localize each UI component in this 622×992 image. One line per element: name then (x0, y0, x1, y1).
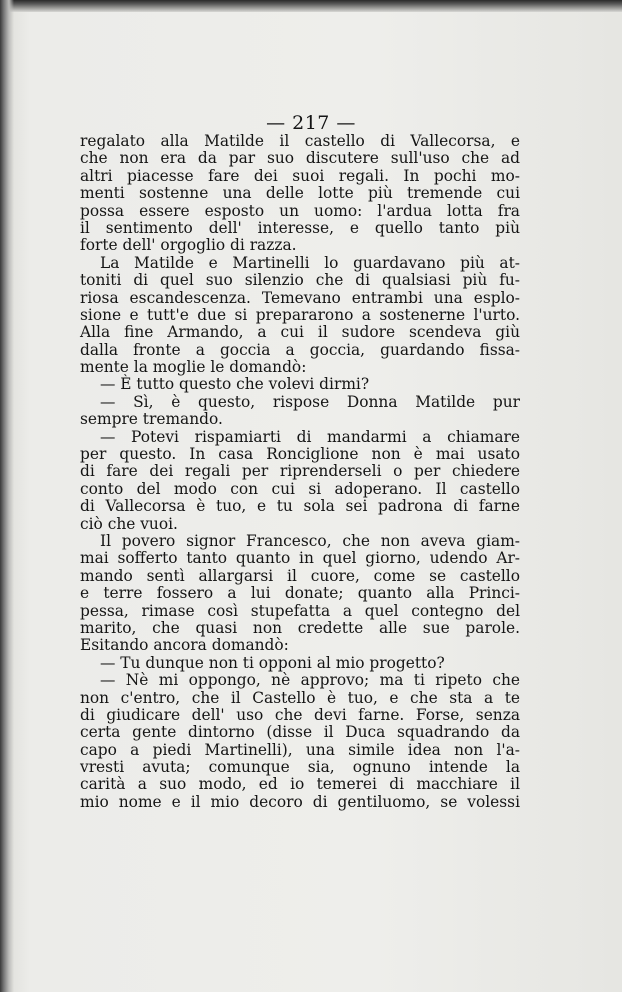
text-line: ciò che vuoi. (80, 514, 178, 533)
text-line: — Sì, è questo, rispose Donna Matilde pur (100, 392, 520, 411)
text-line: per questo. In casa Ronciglione non è mai usato (80, 445, 520, 464)
text-line: mente la moglie le domandò: (80, 358, 307, 377)
text-line: menti sostenne una delle lotte più tremende cui (80, 184, 520, 203)
text-line: capo a piedi Martinelli), una simile idea non l'a- (80, 740, 520, 759)
text-line: che non era da par suo discutere sull'uso che ad (80, 149, 520, 168)
text-line: conto del modo con cui si adoperano. Il castello (80, 479, 520, 498)
text-line: riosa escandescenza. Temevano entrambi una esplo- (80, 288, 520, 307)
text-line: Alla fine Armando, a cui il sudore scendeva giù (80, 323, 520, 342)
text-line: vresti avuta; comunque sia, ognuno intende la (80, 758, 520, 777)
text-line: marito, che quasi non credette alle sue parole. (80, 618, 520, 637)
text-line: toniti di quel suo silenzio che di qualsiasi più fu- (80, 271, 520, 290)
text-line: il sentimento dell' interesse, e quello tanto più (80, 218, 520, 237)
text-line: non c'entro, che il Castello è tuo, e che sta a te (80, 688, 520, 707)
text-line: sempre tremando. (80, 410, 223, 429)
text-line: e terre fossero a lui donate; quanto alla Princi- (80, 584, 520, 603)
page-binding-shadow (0, 0, 14, 992)
text-line: di fare dei regali per riprenderseli o per chiedere (80, 462, 520, 481)
text-line: altri piacesse fare dei suoi regali. In pochi mo- (80, 166, 520, 185)
text-line: certa gente dintorno (disse il Duca squadrando da (80, 723, 520, 742)
text-line: La Matilde e Martinelli lo guardavano più at- (100, 253, 520, 272)
text-line: — È tutto questo che volevi dirmi? (100, 375, 370, 394)
text-line: mio nome e il mio decoro di gentiluomo, se volessi (80, 792, 520, 811)
text-line: possa essere esposto un uomo: l'ardua lotta fra (80, 201, 520, 220)
text-line: mando sentì allargarsi il cuore, come se castello (80, 566, 520, 585)
text-line: — Tu dunque non ti opponi al mio progetto? (100, 653, 445, 672)
text-line: regalato alla Matilde il castello di Vallecorsa, e (80, 132, 520, 150)
text-line: carità a suo modo, ed io temerei di macchiare il (80, 775, 520, 794)
page-top-shadow (0, 0, 622, 12)
text-line: di Vallecorsa è tuo, e tu sola sei padrona di farne (80, 497, 520, 516)
text-line: mai sofferto tanto quanto in quel giorno, udendo Ar- (80, 549, 520, 568)
text-line: dalla fronte a goccia a goccia, guardando fissa- (80, 340, 520, 359)
page-number: — 217 — (266, 112, 356, 134)
text-line: — Nè mi oppongo, nè approvo; ma ti ripeto che (100, 671, 520, 690)
text-line: — Potevi rispamiarti di mandarmi a chiamare (100, 427, 520, 446)
text-line: forte dell' orgoglio di razza. (80, 236, 297, 255)
text-line: Esitando ancora domandò: (80, 636, 289, 655)
text-line: di giudicare dell' uso che devi farne. Forse, senza (80, 705, 520, 724)
text-line: pessa, rimase così stupefatta a quel contegno del (80, 601, 520, 620)
text-line: sione e tutt'e due si prepararono a sostenerne l'urto. (80, 305, 520, 324)
body-text (80, 133, 520, 811)
text-line: Il povero signor Francesco, che non aveva giam- (100, 531, 520, 550)
